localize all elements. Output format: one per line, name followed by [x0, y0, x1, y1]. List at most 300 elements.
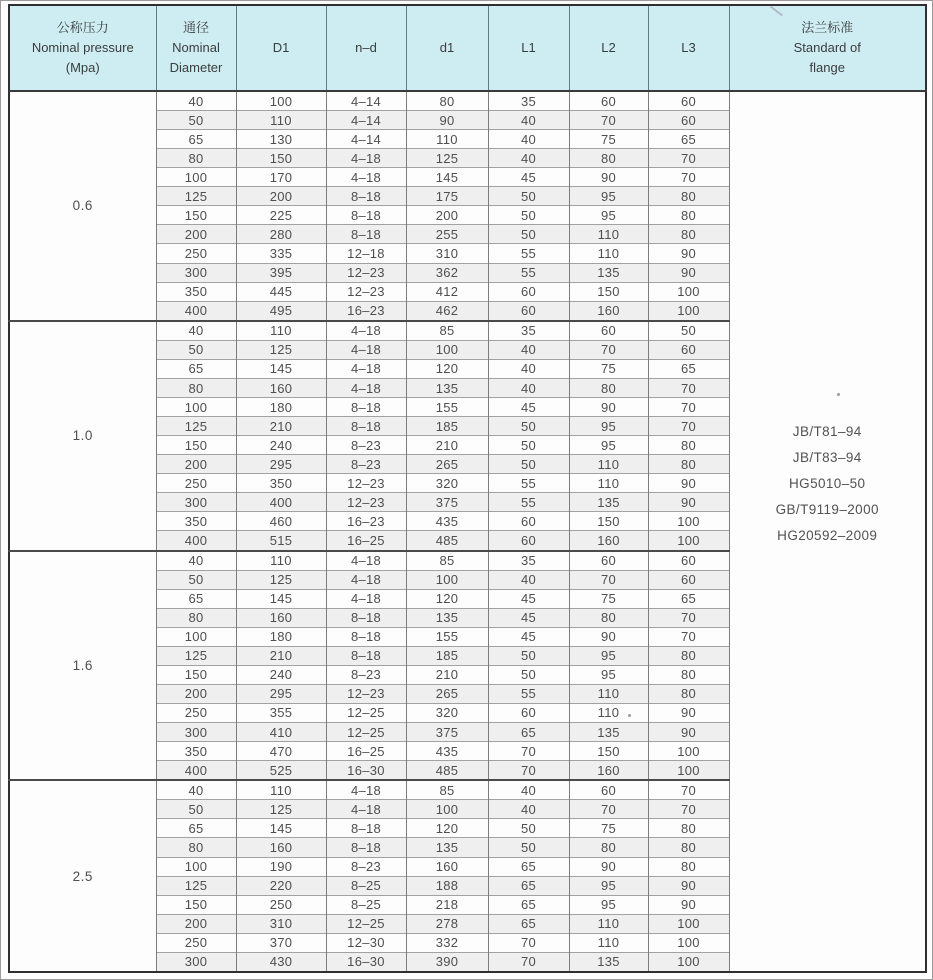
- cell-L3: 100: [648, 742, 729, 761]
- cell-n-d: 4–18: [326, 800, 406, 819]
- cell-diameter: 125: [156, 187, 236, 206]
- cell-D1: 200: [236, 187, 326, 206]
- cell-D1: 170: [236, 168, 326, 187]
- cell-L2: 110: [569, 225, 648, 244]
- cell-L3: 80: [648, 819, 729, 838]
- cell-L1: 40: [488, 149, 569, 168]
- cell-diameter: 125: [156, 646, 236, 665]
- cell-n-d: 16–23: [326, 301, 406, 321]
- cell-d1: 390: [406, 952, 488, 972]
- cell-L2: 160: [569, 531, 648, 551]
- cell-D1: 160: [236, 838, 326, 857]
- cell-diameter: 65: [156, 130, 236, 149]
- cell-L1: 65: [488, 876, 569, 895]
- cell-d1: 90: [406, 111, 488, 130]
- cell-L3: 100: [648, 531, 729, 551]
- cell-L1: 35: [488, 551, 569, 571]
- cell-L2: 90: [569, 627, 648, 646]
- cell-D1: 145: [236, 589, 326, 608]
- cell-n-d: 8–18: [326, 417, 406, 436]
- cell-L1: 50: [488, 819, 569, 838]
- cell-n-d: 8–18: [326, 627, 406, 646]
- cell-L3: 90: [648, 474, 729, 493]
- cell-n-d: 8–23: [326, 436, 406, 455]
- column-header-pressure: 公称压力 Nominal pressure (Mpa): [9, 5, 156, 91]
- cell-L2: 95: [569, 895, 648, 914]
- cell-L1: 40: [488, 570, 569, 589]
- cell-diameter: 80: [156, 838, 236, 857]
- table-header-row: [9, 5, 926, 91]
- cell-D1: 470: [236, 742, 326, 761]
- cell-L2: 75: [569, 819, 648, 838]
- cell-L2: 90: [569, 168, 648, 187]
- cell-L2: 95: [569, 436, 648, 455]
- cell-d1: 255: [406, 225, 488, 244]
- cell-L1: 50: [488, 187, 569, 206]
- cell-n-d: 12–25: [326, 723, 406, 742]
- cell-d1: 125: [406, 149, 488, 168]
- cell-diameter: 50: [156, 111, 236, 130]
- cell-n-d: 4–18: [326, 570, 406, 589]
- cell-D1: 160: [236, 378, 326, 397]
- cell-d1: 462: [406, 301, 488, 321]
- cell-d1: 155: [406, 398, 488, 417]
- pressure-group-2.5: 2.5: [9, 780, 156, 972]
- cell-L3: 80: [648, 646, 729, 665]
- cell-L1: 60: [488, 512, 569, 531]
- cell-L1: 65: [488, 895, 569, 914]
- cell-n-d: 16–25: [326, 742, 406, 761]
- cell-d1: 135: [406, 378, 488, 397]
- column-header-d1: d1: [406, 5, 488, 91]
- cell-L2: 80: [569, 378, 648, 397]
- cell-L2: 110: [569, 684, 648, 703]
- cell-L2: 135: [569, 952, 648, 972]
- cell-L2: 60: [569, 551, 648, 571]
- cell-L2: 80: [569, 149, 648, 168]
- cell-L1: 65: [488, 914, 569, 933]
- cell-L1: 50: [488, 225, 569, 244]
- cell-L3: 60: [648, 340, 729, 359]
- cell-diameter: 80: [156, 149, 236, 168]
- cell-L1: 35: [488, 321, 569, 341]
- cell-n-d: 4–14: [326, 91, 406, 111]
- cell-d1: 100: [406, 800, 488, 819]
- cell-n-d: 12–23: [326, 474, 406, 493]
- cell-L3: 70: [648, 800, 729, 819]
- cell-L2: 90: [569, 857, 648, 876]
- cell-d1: 135: [406, 608, 488, 627]
- cell-D1: 210: [236, 417, 326, 436]
- cell-D1: 495: [236, 301, 326, 321]
- cell-n-d: 8–18: [326, 187, 406, 206]
- cell-D1: 110: [236, 321, 326, 341]
- cell-n-d: 4–18: [326, 589, 406, 608]
- cell-n-d: 4–18: [326, 551, 406, 571]
- cell-L2: 60: [569, 780, 648, 800]
- cell-L3: 90: [648, 876, 729, 895]
- cell-L3: 100: [648, 512, 729, 531]
- cell-L3: 80: [648, 857, 729, 876]
- cell-d1: 85: [406, 551, 488, 571]
- cell-D1: 295: [236, 684, 326, 703]
- cell-L2: 135: [569, 263, 648, 282]
- pressure-group-1.0: 1.0: [9, 321, 156, 551]
- cell-diameter: 100: [156, 627, 236, 646]
- cell-n-d: 8–18: [326, 819, 406, 838]
- cell-L1: 60: [488, 282, 569, 301]
- cell-L3: 100: [648, 933, 729, 952]
- scan-artifact: [837, 393, 840, 396]
- cell-D1: 100: [236, 91, 326, 111]
- cell-L2: 90: [569, 398, 648, 417]
- cell-D1: 110: [236, 111, 326, 130]
- cell-L2: 95: [569, 876, 648, 895]
- cell-L3: 80: [648, 187, 729, 206]
- cell-d1: 200: [406, 206, 488, 225]
- cell-diameter: 250: [156, 933, 236, 952]
- cell-L2: 110: [569, 933, 648, 952]
- cell-d1: 110: [406, 130, 488, 149]
- cell-n-d: 8–18: [326, 206, 406, 225]
- cell-d1: 135: [406, 838, 488, 857]
- cell-n-d: 8–23: [326, 857, 406, 876]
- cell-d1: 185: [406, 417, 488, 436]
- cell-L3: 90: [648, 895, 729, 914]
- cell-d1: 210: [406, 436, 488, 455]
- cell-L1: 55: [488, 684, 569, 703]
- cell-d1: 175: [406, 187, 488, 206]
- cell-L2: 110: [569, 703, 648, 722]
- cell-L1: 55: [488, 493, 569, 512]
- cell-L2: 95: [569, 646, 648, 665]
- cell-d1: 100: [406, 340, 488, 359]
- cell-L1: 50: [488, 646, 569, 665]
- cell-diameter: 50: [156, 570, 236, 589]
- cell-d1: 210: [406, 665, 488, 684]
- cell-L1: 60: [488, 703, 569, 722]
- cell-D1: 110: [236, 551, 326, 571]
- cell-diameter: 40: [156, 91, 236, 111]
- cell-L1: 70: [488, 742, 569, 761]
- cell-n-d: 8–23: [326, 455, 406, 474]
- cell-L3: 80: [648, 665, 729, 684]
- cell-d1: 120: [406, 819, 488, 838]
- cell-D1: 125: [236, 570, 326, 589]
- cell-D1: 180: [236, 627, 326, 646]
- cell-n-d: 12–23: [326, 263, 406, 282]
- cell-d1: 485: [406, 761, 488, 781]
- cell-d1: 218: [406, 895, 488, 914]
- cell-diameter: 200: [156, 684, 236, 703]
- cell-L1: 50: [488, 206, 569, 225]
- cell-L1: 45: [488, 168, 569, 187]
- cell-n-d: 8–25: [326, 876, 406, 895]
- cell-L3: 60: [648, 551, 729, 571]
- cell-diameter: 125: [156, 876, 236, 895]
- cell-n-d: 12–23: [326, 684, 406, 703]
- cell-L3: 90: [648, 723, 729, 742]
- cell-L2: 110: [569, 455, 648, 474]
- cell-L3: 90: [648, 244, 729, 263]
- cell-diameter: 150: [156, 665, 236, 684]
- cell-n-d: 16–30: [326, 952, 406, 972]
- cell-d1: 332: [406, 933, 488, 952]
- cell-d1: 485: [406, 531, 488, 551]
- cell-D1: 250: [236, 895, 326, 914]
- cell-D1: 460: [236, 512, 326, 531]
- cell-d1: 160: [406, 857, 488, 876]
- cell-L1: 50: [488, 665, 569, 684]
- cell-L2: 150: [569, 282, 648, 301]
- cell-n-d: 4–18: [326, 149, 406, 168]
- cell-n-d: 4–14: [326, 130, 406, 149]
- cell-L2: 160: [569, 301, 648, 321]
- cell-L2: 70: [569, 340, 648, 359]
- cell-n-d: 16–25: [326, 531, 406, 551]
- cell-D1: 220: [236, 876, 326, 895]
- column-header-standard: 法兰标准 Standard of flange: [729, 5, 926, 91]
- cell-D1: 240: [236, 665, 326, 684]
- cell-diameter: 100: [156, 398, 236, 417]
- cell-L2: 110: [569, 244, 648, 263]
- cell-D1: 310: [236, 914, 326, 933]
- cell-L3: 80: [648, 684, 729, 703]
- cell-d1: 185: [406, 646, 488, 665]
- cell-n-d: 16–23: [326, 512, 406, 531]
- cell-d1: 435: [406, 512, 488, 531]
- cell-L1: 70: [488, 933, 569, 952]
- cell-d1: 85: [406, 780, 488, 800]
- column-header-L3: L3: [648, 5, 729, 91]
- cell-diameter: 150: [156, 436, 236, 455]
- cell-D1: 180: [236, 398, 326, 417]
- cell-diameter: 350: [156, 282, 236, 301]
- cell-diameter: 40: [156, 780, 236, 800]
- cell-n-d: 4–14: [326, 111, 406, 130]
- cell-L2: 110: [569, 914, 648, 933]
- cell-L1: 50: [488, 436, 569, 455]
- cell-diameter: 250: [156, 244, 236, 263]
- cell-L3: 90: [648, 263, 729, 282]
- cell-L2: 95: [569, 417, 648, 436]
- cell-n-d: 8–25: [326, 895, 406, 914]
- cell-L2: 60: [569, 91, 648, 111]
- cell-L3: 65: [648, 130, 729, 149]
- cell-L3: 90: [648, 493, 729, 512]
- flange-spec-table: [8, 4, 927, 973]
- cell-diameter: 150: [156, 895, 236, 914]
- pressure-group-0.6: 0.6: [9, 91, 156, 321]
- cell-diameter: 80: [156, 608, 236, 627]
- cell-d1: 310: [406, 244, 488, 263]
- cell-diameter: 350: [156, 742, 236, 761]
- cell-d1: 265: [406, 455, 488, 474]
- flange-standards-list: JB/T81–94 JB/T83–94 HG5010–50 GB/T9119–2000 HG20592–2009: [775, 423, 879, 543]
- cell-L1: 35: [488, 91, 569, 111]
- cell-diameter: 125: [156, 417, 236, 436]
- cell-n-d: 4–18: [326, 780, 406, 800]
- cell-L1: 40: [488, 340, 569, 359]
- cell-d1: 120: [406, 589, 488, 608]
- cell-L3: 80: [648, 206, 729, 225]
- cell-diameter: 65: [156, 359, 236, 378]
- cell-L2: 70: [569, 800, 648, 819]
- cell-diameter: 400: [156, 531, 236, 551]
- cell-n-d: 16–30: [326, 761, 406, 781]
- cell-L1: 65: [488, 723, 569, 742]
- cell-diameter: 40: [156, 551, 236, 571]
- cell-L1: 55: [488, 263, 569, 282]
- cell-L2: 95: [569, 206, 648, 225]
- cell-n-d: 8–23: [326, 665, 406, 684]
- cell-d1: 80: [406, 91, 488, 111]
- cell-n-d: 4–18: [326, 378, 406, 397]
- cell-L2: 80: [569, 608, 648, 627]
- cell-L2: 160: [569, 761, 648, 781]
- cell-L1: 70: [488, 952, 569, 972]
- cell-L2: 75: [569, 589, 648, 608]
- cell-diameter: 400: [156, 301, 236, 321]
- cell-L3: 100: [648, 301, 729, 321]
- cell-L1: 40: [488, 378, 569, 397]
- cell-L3: 70: [648, 608, 729, 627]
- cell-D1: 240: [236, 436, 326, 455]
- scan-artifact: [628, 714, 631, 717]
- cell-L3: 70: [648, 417, 729, 436]
- cell-diameter: 350: [156, 512, 236, 531]
- cell-L3: 65: [648, 589, 729, 608]
- cell-diameter: 65: [156, 589, 236, 608]
- cell-L1: 40: [488, 780, 569, 800]
- column-header-L2: L2: [569, 5, 648, 91]
- cell-d1: 412: [406, 282, 488, 301]
- cell-L3: 60: [648, 91, 729, 111]
- cell-L3: 70: [648, 780, 729, 800]
- cell-L2: 150: [569, 742, 648, 761]
- cell-D1: 125: [236, 340, 326, 359]
- cell-n-d: 8–18: [326, 646, 406, 665]
- cell-diameter: 300: [156, 493, 236, 512]
- column-header-n-d: n–d: [326, 5, 406, 91]
- cell-L1: 45: [488, 589, 569, 608]
- cell-n-d: 8–18: [326, 225, 406, 244]
- cell-D1: 125: [236, 800, 326, 819]
- cell-diameter: 300: [156, 263, 236, 282]
- cell-D1: 350: [236, 474, 326, 493]
- cell-L3: 100: [648, 952, 729, 972]
- column-header-L1: L1: [488, 5, 569, 91]
- column-header-D1: D1: [236, 5, 326, 91]
- cell-n-d: 12–25: [326, 703, 406, 722]
- cell-D1: 430: [236, 952, 326, 972]
- cell-L1: 60: [488, 301, 569, 321]
- cell-D1: 145: [236, 359, 326, 378]
- cell-L3: 70: [648, 149, 729, 168]
- cell-D1: 515: [236, 531, 326, 551]
- cell-diameter: 150: [156, 206, 236, 225]
- cell-n-d: 12–25: [326, 914, 406, 933]
- cell-L1: 60: [488, 531, 569, 551]
- cell-L1: 40: [488, 359, 569, 378]
- cell-L1: 70: [488, 761, 569, 781]
- cell-L2: 75: [569, 359, 648, 378]
- cell-diameter: 40: [156, 321, 236, 341]
- table-body: [9, 91, 926, 972]
- cell-d1: 100: [406, 570, 488, 589]
- cell-diameter: 200: [156, 914, 236, 933]
- cell-diameter: 250: [156, 703, 236, 722]
- cell-L1: 50: [488, 417, 569, 436]
- cell-d1: 362: [406, 263, 488, 282]
- cell-L2: 75: [569, 130, 648, 149]
- cell-L1: 65: [488, 857, 569, 876]
- cell-L3: 80: [648, 455, 729, 474]
- cell-L3: 60: [648, 111, 729, 130]
- cell-L3: 70: [648, 168, 729, 187]
- cell-D1: 160: [236, 608, 326, 627]
- cell-L2: 95: [569, 187, 648, 206]
- cell-d1: 155: [406, 627, 488, 646]
- cell-D1: 355: [236, 703, 326, 722]
- cell-d1: 145: [406, 168, 488, 187]
- cell-n-d: 8–18: [326, 398, 406, 417]
- cell-D1: 370: [236, 933, 326, 952]
- cell-L2: 95: [569, 665, 648, 684]
- cell-n-d: 4–18: [326, 359, 406, 378]
- cell-D1: 110: [236, 780, 326, 800]
- cell-diameter: 300: [156, 723, 236, 742]
- cell-D1: 445: [236, 282, 326, 301]
- cell-d1: 320: [406, 703, 488, 722]
- column-header-diameter: 通径 Nominal Diameter: [156, 5, 236, 91]
- cell-n-d: 4–18: [326, 168, 406, 187]
- cell-L3: 70: [648, 627, 729, 646]
- cell-L2: 70: [569, 570, 648, 589]
- cell-D1: 335: [236, 244, 326, 263]
- cell-D1: 410: [236, 723, 326, 742]
- cell-L1: 45: [488, 398, 569, 417]
- cell-D1: 280: [236, 225, 326, 244]
- cell-L2: 70: [569, 111, 648, 130]
- cell-n-d: 12–30: [326, 933, 406, 952]
- cell-d1: 85: [406, 321, 488, 341]
- cell-d1: 120: [406, 359, 488, 378]
- cell-n-d: 8–18: [326, 838, 406, 857]
- cell-L1: 40: [488, 130, 569, 149]
- cell-L3: 70: [648, 398, 729, 417]
- cell-diameter: 65: [156, 819, 236, 838]
- cell-n-d: 12–23: [326, 282, 406, 301]
- cell-L3: 90: [648, 703, 729, 722]
- cell-D1: 150: [236, 149, 326, 168]
- cell-L3: 100: [648, 761, 729, 781]
- cell-D1: 400: [236, 493, 326, 512]
- cell-D1: 190: [236, 857, 326, 876]
- cell-L2: 80: [569, 838, 648, 857]
- flange-standards-cell: [729, 91, 926, 972]
- cell-n-d: 4–18: [326, 340, 406, 359]
- cell-L1: 55: [488, 474, 569, 493]
- cell-L1: 45: [488, 608, 569, 627]
- cell-diameter: 50: [156, 340, 236, 359]
- cell-diameter: 50: [156, 800, 236, 819]
- cell-d1: 188: [406, 876, 488, 895]
- cell-n-d: 8–18: [326, 608, 406, 627]
- cell-diameter: 100: [156, 857, 236, 876]
- cell-D1: 295: [236, 455, 326, 474]
- cell-L2: 135: [569, 493, 648, 512]
